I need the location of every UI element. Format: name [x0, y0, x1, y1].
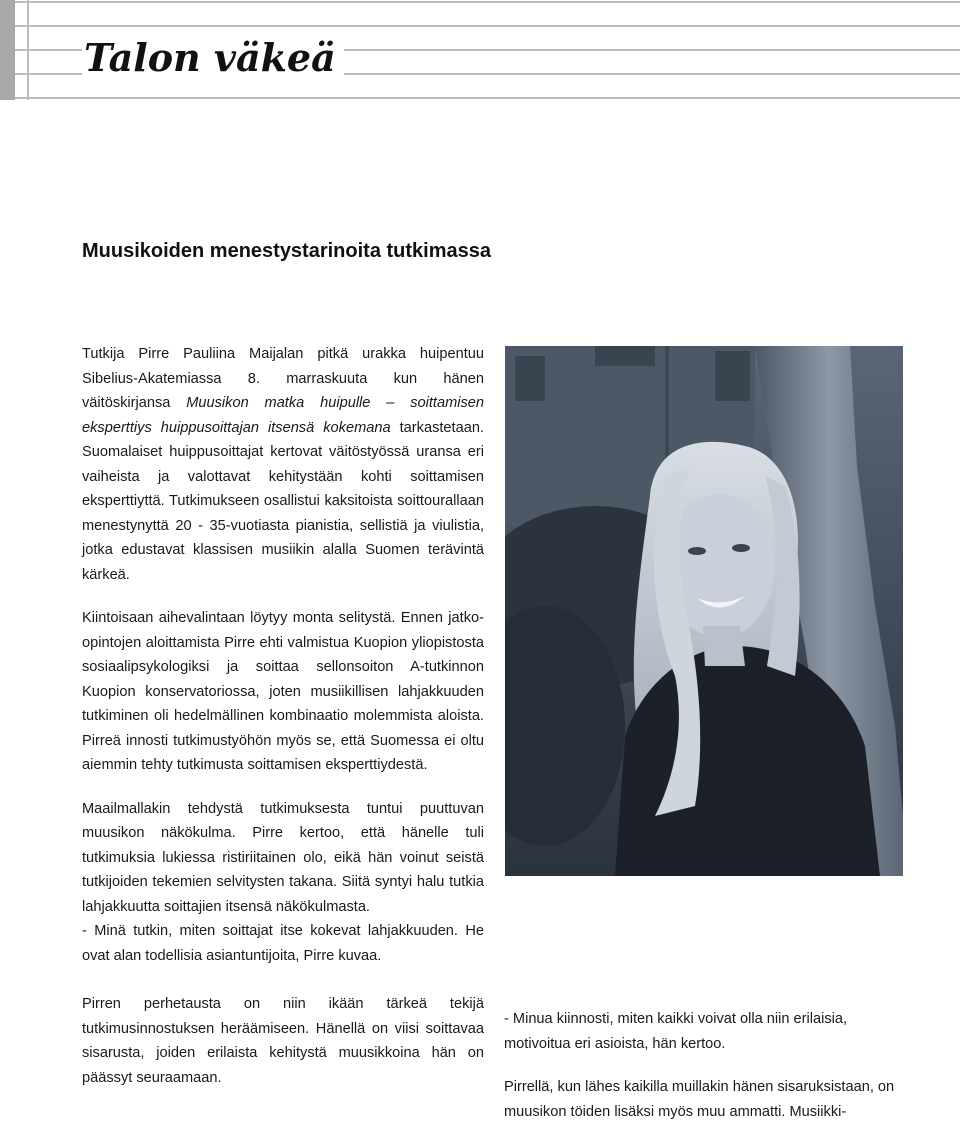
article-left-column: [82, 342, 484, 1109]
researcher-name: Pirre Pauliina Maijalan: [138, 346, 304, 362]
text-run: Tutkija: [82, 346, 139, 362]
text-run: tarkastetaan. Suomalaiset huippusoittajat kertovat väitöstyössä uransa eri vaiheista ja valottavat kehitystään kohti soittamisen eksperttiyttä. Tutkimukseen osallistui kaksitoista soittourallaan menestynyttä 20 - 35-vuotiasta pianistia, sellistiä ja viulistia, jotka edustavat klassisen musiikin alalla Suomen terävintä kärkeä.: [82, 419, 484, 583]
staff-line: [15, 97, 960, 99]
portrait-illustration: [505, 346, 903, 876]
paragraph: Maailmallakin tehdystä tutkimuksesta tuntui puuttuvan muusikon näkökulma. Pirre kertoo, että hänelle tuli tutkimuksia lukiessa ristiriitainen olo, eikä hän voinut seistä tutkijoiden tekemien selvitysten takana. Siitä syntyi halu tutkia lahjakkuutta soittajien itsensä näkökulmasta.: [82, 800, 484, 915]
staff-line: [15, 1, 960, 3]
staff-line: [15, 25, 960, 27]
paragraph: Kiintoisaan aihevalintaan löytyy monta selitystä. Ennen jatko-opintojen aloittamista Pirre ehti valmistua Kuopion yliopistosta sosiaalipsykologiksi ja soittaa sellonsoiton A-tutkinnon Kuopion konservatoriossa, joten musiikillisen lahjakkuuden tutkiminen oli hedelmällinen kombinaatio molemmista aloista. Pirreä innosti tutkimustyöhön myös se, että Suomessa ei oltu aiemmin tehty tutkimusta soittamisen eksperttiydestä.: [82, 610, 484, 773]
dissertation-title: Muusikon matka huipulle – soittamisen eksperttiys huippusoittajan itsensä kokemana: [82, 395, 485, 436]
section-title: Talon väkeä: [82, 30, 344, 86]
portrait-photo: [505, 346, 903, 876]
article-headline: Muusikoiden menestystarinoita tutkimassa: [82, 240, 492, 262]
staff-side-bar: [0, 0, 15, 100]
paragraph: Pirren perhetausta on niin ikään tärkeä tekijä tutkimusinnostuksen heräämiseen. Hänellä on viisi soittavaa sisarusta, joiden erilaista kehitystä muusikkoina hän on päässyt seuraamaan.: [82, 996, 484, 1086]
paragraph: Pirrellä, kun lähes kaikilla muillakin hänen sisaruksistaan, on muusikon töiden lisäksi myös muu ammatti. Musiikki-: [504, 1079, 895, 1120]
paragraph-quote: - Minua kiinnosti, miten kaikki voivat olla niin erilaisia, motivoitua eri asioista, hän kertoo.: [504, 1011, 848, 1052]
paragraph-quote: - Minä tutkin, miten soittajat itse kokevat lahjakkuuden. He ovat alan todellisia asiantuntijoita, Pirre kuvaa.: [82, 923, 484, 964]
text-run: pitkä urakka huipentuu Sibelius-Akatemiassa 8. marraskuuta kun hänen väitöskirjansa: [82, 346, 485, 411]
paragraph-intro: [82, 342, 484, 587]
article-right-column: [504, 1007, 904, 1143]
